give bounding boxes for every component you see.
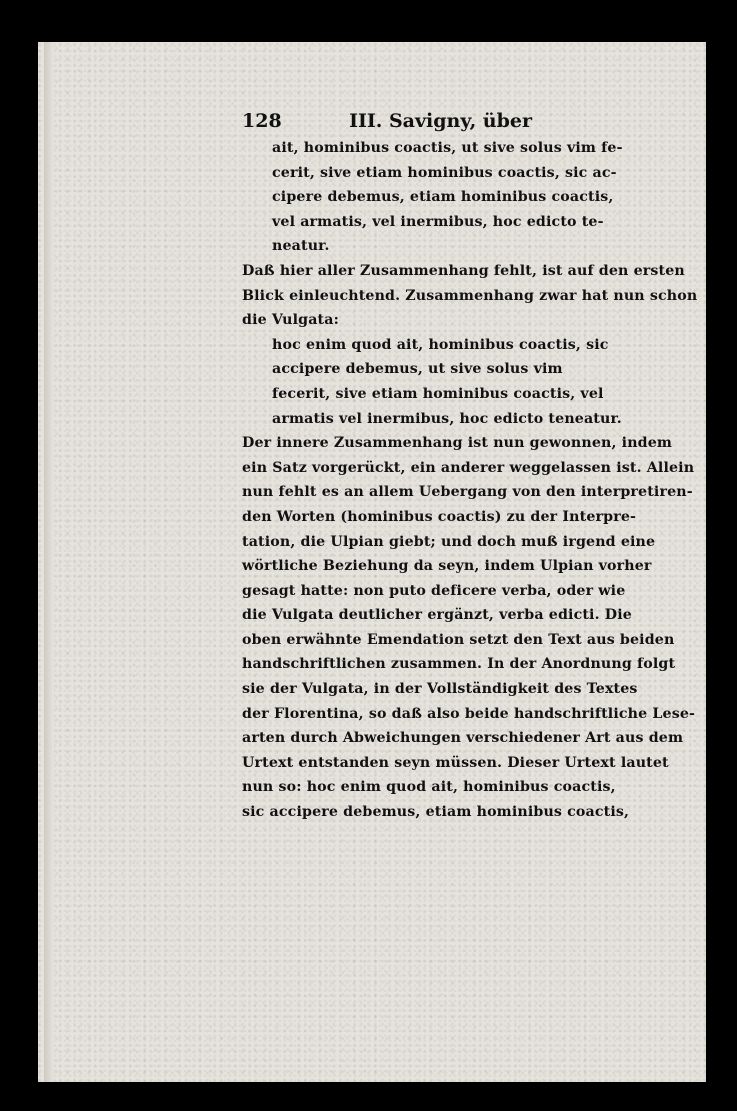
latin-quote-2 bbox=[272, 333, 644, 431]
text-line: accipere debemus, ut sive solus vim bbox=[272, 361, 563, 378]
text-line: Der innere Zusammenhang ist nun gewonnen, indem bbox=[242, 435, 673, 452]
text-line: arten durch Abweichungen verschiedener Art aus dem bbox=[242, 730, 684, 747]
text-line: nun fehlt es an allem Uebergang von den interpretiren- bbox=[242, 484, 693, 501]
text-line: den Worten (hominibus coactis) zu der Interpre- bbox=[242, 508, 637, 525]
text-line: ait, hominibus coactis, ut sive solus vim fe- bbox=[272, 140, 623, 156]
latin-quote-1 bbox=[272, 136, 644, 259]
page-edge bbox=[44, 42, 54, 1082]
text-line: ein Satz vorgerückt, ein anderer weggelassen ist. Allein bbox=[242, 459, 695, 476]
paragraph-1 bbox=[242, 259, 698, 333]
running-header bbox=[242, 110, 532, 132]
paragraph-2 bbox=[242, 431, 696, 825]
running-head: III. Savigny, über bbox=[349, 110, 532, 132]
text-line: der Florentina, so daß also beide handschriftliche Lese- bbox=[242, 705, 696, 722]
text-line: die Vulgata deutlicher ergänzt, verba edicti. Die bbox=[242, 607, 632, 624]
text-line: neatur. bbox=[272, 238, 330, 255]
text-line: sic accipere debemus, etiam hominibus coactis, bbox=[242, 804, 630, 821]
text-line: cipere debemus, etiam hominibus coactis, bbox=[272, 189, 614, 206]
text-line: die Vulgata: bbox=[242, 312, 339, 329]
text-line: hoc enim quod ait, hominibus coactis, sic bbox=[272, 336, 609, 353]
page-number: 128 bbox=[242, 110, 282, 132]
text-line: oben erwähnte Emendation setzt den Text aus beiden bbox=[242, 631, 675, 648]
text-line: sie der Vulgata, in der Vollständigkeit des Textes bbox=[242, 681, 638, 698]
text-line: tation, die Ulpian giebt; und doch muß irgend eine bbox=[242, 533, 656, 550]
text-line: Daß hier aller Zusammenhang fehlt, ist auf den ersten bbox=[242, 262, 685, 279]
text-line: Blick einleuchtend. Zusammenhang zwar hat nun schon bbox=[242, 287, 698, 304]
text-line: vel armatis, vel inermibus, hoc edicto te- bbox=[272, 213, 604, 230]
text-line: wörtliche Beziehung da seyn, indem Ulpian vorher bbox=[242, 558, 652, 575]
text-line: handschriftlichen zusammen. In der Anordnung folgt bbox=[242, 656, 676, 673]
text-line: Urtext entstanden seyn müssen. Dieser Urtext lautet bbox=[242, 754, 669, 771]
text-line: nun so: hoc enim quod ait, hominibus coactis, bbox=[242, 779, 616, 796]
text-line: fecerit, sive etiam hominibus coactis, vel bbox=[272, 385, 604, 402]
text-line: gesagt hatte: non puto deficere verba, oder wie bbox=[242, 582, 626, 599]
page-text bbox=[242, 110, 698, 825]
text-line: armatis vel inermibus, hoc edicto teneatur. bbox=[272, 410, 622, 427]
text-line: cerit, sive etiam hominibus coactis, sic ac- bbox=[272, 164, 617, 181]
